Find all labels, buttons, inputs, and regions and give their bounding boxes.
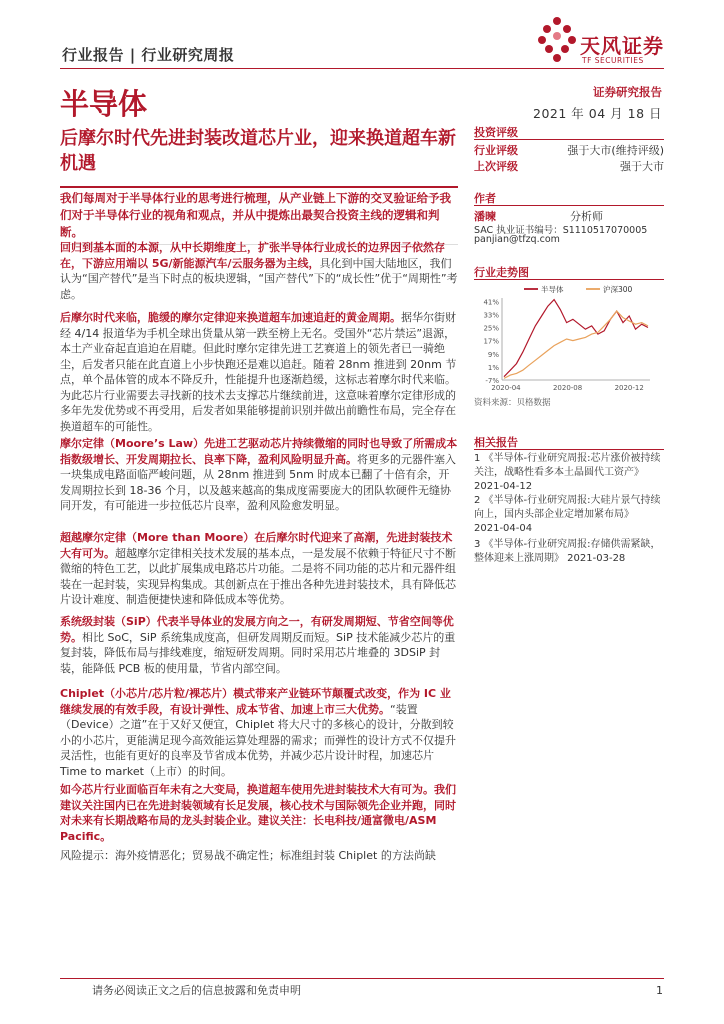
trend-chart xyxy=(474,282,664,394)
author-divider xyxy=(474,205,664,206)
legend-label: 沪深300 xyxy=(603,285,633,294)
rating-value: 强于大市(维持评级) xyxy=(567,144,664,157)
paragraph-1 xyxy=(60,240,458,302)
rating-divider xyxy=(474,139,664,140)
sector-title: 半导体 xyxy=(60,87,148,121)
rating-key: 上次评级 xyxy=(474,160,518,173)
risk-warning: 风险提示：海外疫情恶化；贸易战不确定性；标准组封装 Chiplet 的方法尚缺 xyxy=(60,849,436,862)
legend-label: 半导体 xyxy=(541,285,564,294)
rating-label: 投资评级 xyxy=(474,126,518,139)
related-divider xyxy=(474,449,664,450)
paragraph-5 xyxy=(60,614,458,676)
trend-label: 行业走势图 xyxy=(474,266,529,279)
x-tick-label: 2020-12 xyxy=(614,384,644,392)
related-report-1[interactable]: 1 《半导体-行业研究周报:芯片涨价被持续关注，战略性看多本土晶圆代工资产》 2021-04-12 xyxy=(474,453,661,492)
y-tick-label: 17% xyxy=(483,337,499,346)
x-tick-label: 2020-04 xyxy=(491,384,521,392)
rating-key: 行业评级 xyxy=(474,144,518,157)
paragraph-3 xyxy=(60,436,458,514)
paragraph-4-body: 超越摩尔定律相关技术发展的基本点，一是发展不依赖于特征尺寸不断微缩的特色工艺，以此扩展集成电路芯片功能。二是将不同功能的芯片和元器件组装在一起封装，实现异构集成。其创新点在于推出各种先进封装技术，具有降低芯片设计难度、制造便捷快速和降低成本等优势。 xyxy=(60,546,456,606)
paragraph-2-lead: 后摩尔时代来临，脆缓的摩尔定律迎来换道超车加速追赶的黄金周期。 xyxy=(60,311,401,324)
paragraph-3-lead: 摩尔定律（Moore’s Law）先进工艺驱动芯片持续微缩的同时也导致了所需成本指数级增长、开发周期拉长、良率下降，盈利风险明显升高。 xyxy=(60,437,458,466)
tf-logo-icon xyxy=(534,14,580,64)
logo-name: 天风证券 xyxy=(580,34,664,58)
related-report-3[interactable]: 3 《半导体-行业研究周报:存储供需紧缺，整体迎来上涨周期》 2021-03-28 xyxy=(474,539,661,564)
paragraph-1-lead: 回归到基本面的本源，从中长期维度上，扩张半导体行业成长的边界因子依然存在，下游应用端以 5G/新能源汽车/云服务器为主线， xyxy=(60,241,445,270)
footer-divider xyxy=(60,978,664,979)
rating-row-previous xyxy=(474,158,664,174)
paragraph-7 xyxy=(60,782,458,844)
related-label: 相关报告 xyxy=(474,436,518,449)
header-divider xyxy=(60,68,664,69)
paragraph-1-body: 具化到中国大陆地区，我们认为“国产替代”是当下时点的板块逻辑，“国产替代”下的“成长性”优于“周期性”考虑。 xyxy=(60,256,458,301)
report-type: 证券研究报告 xyxy=(593,85,662,99)
paragraph-3-body: 将更多的元器件塞入一块集成电路面临严峻问题，从 28nm 推进到 5nm 时成本已翻了十倍有余，开发周期拉长到 18-36 个月，以及越来越高的集成度需要庞大的团队软硬件无缝协同开发，有可能进一步拉低芯片良率，盈利风险愈发明显。 xyxy=(60,452,456,512)
summary-divider xyxy=(60,186,458,188)
rating-row-industry xyxy=(474,142,664,158)
paragraph-6-lead: Chiplet（小芯片/芯片粒/裸芯片）模式带来产业链环节颠覆式改变，作为 IC 业继续发展的有效手段，有设计弹性、成本节省、加速上市三大优势。 xyxy=(60,687,451,716)
logo-subtitle: TF SECURITIES xyxy=(582,56,644,65)
y-tick-label: 1% xyxy=(487,363,499,372)
paragraph-2-body: 据华尔街财经 4/14 报道华为手机全球出货量从第一跌至榜上无名。受国外“芯片禁运”退源，本土产业奋起直追迫在眉睫。但此时摩尔定律先进工艺赛道上的领先者已一骑绝尘，后发者只能在此直道上小步快跑还是难以追赶。随着 28nm 推进到 20nm 节点，单个晶体管的成本不降反升，性能提升也逐渐趋缓，这标志着摩尔时代来临。为此芯片行业需要去寻找新的技术去支撑芯片继续前进，这意味着摩尔定律形成的多年先发优势或不再受用，后发者如果能够提前识别并做出前瞻性布局，完全存在换道超车的可能性。 xyxy=(60,311,457,433)
rating-value: 强于大市 xyxy=(620,160,664,173)
author-role: 分析师 xyxy=(570,210,603,223)
related-report-2[interactable]: 2 《半导体-行业研究周报:大硅片景气持续向上，国内头部企业定增加紧布局》 2021-04-04 xyxy=(474,495,661,534)
report-category: 行业报告 | 行业研究周报 xyxy=(62,46,235,64)
paragraph-5-body: 相比 SoC，SiP 系统集成度高，但研发周期反而短。SiP 技术能减少芯片的重复封装，降低布局与排线难度，缩短研发周期。同时采用芯片堆叠的 3DSiP 封装，能降低 PCB 板的使用量，节省内部空间。 xyxy=(60,630,456,675)
trend-source: 资料来源：贝格数据 xyxy=(474,398,551,408)
x-tick-label: 2020-08 xyxy=(552,384,583,392)
y-tick-label: 41% xyxy=(483,298,499,307)
trend-divider xyxy=(474,279,664,280)
author-email[interactable]: panjian@tfzq.com xyxy=(474,234,560,245)
paragraph-7-lead: 如今芯片行业面临百年未有之大变局，换道超车使用先进封装技术大有可为。我们建议关注国内已在先进封装领域有长足发展，核心技术与国际领先企业并跑，同时对未来有长期战略布局的龙头封装企业。建议关注：长电科技/通富微电/ASM Pacific。 xyxy=(60,783,456,843)
author-license: SAC 执业证书编号：S1110517070005 xyxy=(474,225,648,236)
summary-text: 我们每周对于半导体行业的思考进行梳理，从产业链上下游的交叉验证给予我们对于半导体行业的视角和观点，并从中提炼出最契合投资主线的逻辑和判断。 xyxy=(60,191,451,239)
page-number: 1 xyxy=(656,984,663,997)
author-name: 潘暕 xyxy=(474,210,496,223)
series-line-0 xyxy=(504,300,648,377)
paragraph-4-lead: 超越摩尔定律（More than Moore）在后摩尔时代迎来了高潮，先进封装技术大有可为。 xyxy=(60,531,453,560)
y-tick-label: 25% xyxy=(483,324,499,333)
author-label: 作者 xyxy=(474,192,496,205)
y-tick-label: -7% xyxy=(485,377,499,385)
y-tick-label: 9% xyxy=(487,350,499,359)
y-tick-label: 33% xyxy=(483,311,499,320)
paragraph-6-body: “装置（Device）之道”在于又好又便宜，Chiplet 将大尺寸的多核心的设计，分散到较小的小芯片，更能满足现今高效能运算处理器的需求；而弹性的设计方式不仅提升灵活性，也能有更好的良率及节省成本优势，并减少芯片设计时程，加速芯片 Time to market（上市）的时间。 xyxy=(60,702,456,778)
paragraph-5-lead: 系统级封装（SiP）代表半导体业的发展方向之一，有研发周期短、节省空间等优势。 xyxy=(60,615,454,644)
footer-disclaimer: 请务必阅读正文之后的信息披露和免责申明 xyxy=(92,984,301,997)
paragraph-4 xyxy=(60,530,458,608)
paragraph-2 xyxy=(60,310,458,434)
report-date: 2021 年 04 月 18 日 xyxy=(533,106,662,121)
paragraph-6 xyxy=(60,686,458,779)
report-headline: 后摩尔时代先进封装改道芯片业，迎来换道超车新机遇 xyxy=(60,128,456,174)
